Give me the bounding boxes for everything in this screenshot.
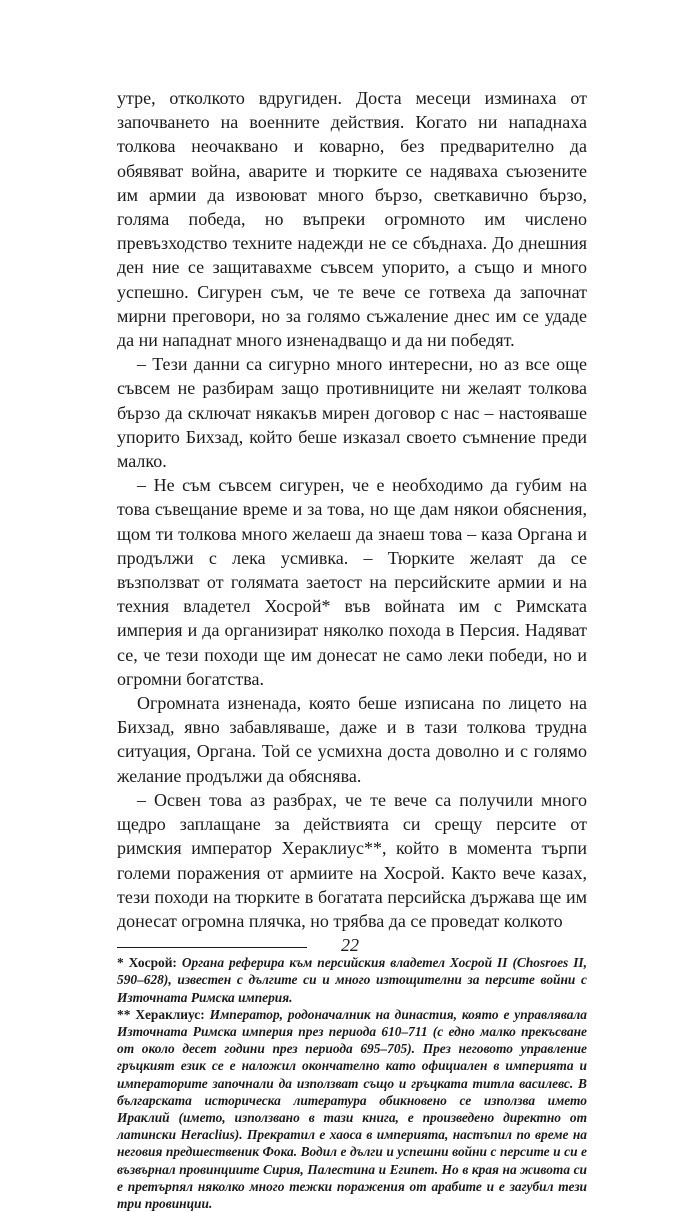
footnote-marker: * Хосрой: <box>117 955 177 971</box>
footnotes <box>117 954 587 1212</box>
page-number: 22 <box>341 935 359 955</box>
footnote <box>117 954 587 1006</box>
footnote-text: Органа реферира към персийския владетел Хосрой II (Chosroes II, 590–628), известен с дългите си и много изтощителни за персите войни с Източната Римска империя. <box>117 955 587 1005</box>
body-text <box>117 86 587 933</box>
paragraph: – Освен това аз разбрах, че те вече са получили много щедро заплащане за действията си срещу персите от римския император Хераклиус**, който в момента търпи големи поражения от армиите на Хосрой. Както вече казах, тези походи на тюрките в богатата персийска държава ще им донесат огромна плячка, но трябва да се проведат колкото <box>117 789 587 931</box>
paragraph: Огромната изненада, която беше изписана по лицето на Бихзад, явно забавляваше, даже и в тази толкова трудна ситуация, Органа. Той се усмихна доста доволно и с голямо желание продължи да обяснява. <box>117 693 587 786</box>
footnote-marker: ** Хераклиус: <box>117 1006 205 1022</box>
paragraph: утре, отколкото вдругиден. Доста месеци изминаха от започването на военните действия. Когато ни нападнаха толкова неочаквано и коварно, без предварително да обявяват война, аварите и тюрките се надяваха съюзените им армии да извоюват много бързо, светкавично бързо, голяма победа, но въпреки огромното им числено превъзходство техните надежди не се сбъднаха. До днешния ден ние се защитавахме съвсем упорито, а също и много успешно. Сигурен съм, че те вече се готвеха да започнат мирни преговори, но за голямо съжаление днес им се удаде да ни нападнат много изненадващо и да ни победят. <box>117 88 587 351</box>
paragraph: – Тези данни са сигурно много интересни, но аз все още съвсем не разбирам защо противниците ни желаят толкова бързо да сключат някакъв мирен договор с нас – настояваше упорито Бихзад, който беше изказал своето съмнение преди малко. <box>117 354 587 472</box>
footnote <box>117 1006 587 1212</box>
page-content <box>117 86 587 1212</box>
footnote-text: Император, родоначалник на династия, която е управлявала Източната Римска империя през периода 610–711 (с едно малко прекъсване от около десет години през периода 695–705). През неговото управление гръцкият език се е наложил окончателно като официален в империята и императорите започнали да използват също и гръцката титла василевс. В българската историческа литература обикновено се използва името Ираклий (името, използвано в тази книга, е произведено директно от латински Heraclius). Прекратил е хаоса в империята, настъпил по време на неговия предшественик Фока. Водил е дълги и успешни войни с персите и си е възвърнал провинциите Сирия, Палестина и Египет. Но в края на живота си е претърпял няколко много тежки поражения от арабите и е загубил тези три провинции. <box>117 1006 587 1211</box>
paragraph: – Не съм съвсем сигурен, че е необходимо да губим на това съвещание време и за това, но ще дам някои обяснения, щом ти толкова много желаеш да знаеш това – каза Органа и продължи с лека усмивка. – Тюрките желаят да се възползват от голямата заетост на персийските армии и на техния владетел Хосрой* във войната им с Римската империя и да организират няколко похода в Персия. Надяват се, че тези походи ще им донесат не само леки победи, но и огромни богатства. <box>117 475 587 689</box>
